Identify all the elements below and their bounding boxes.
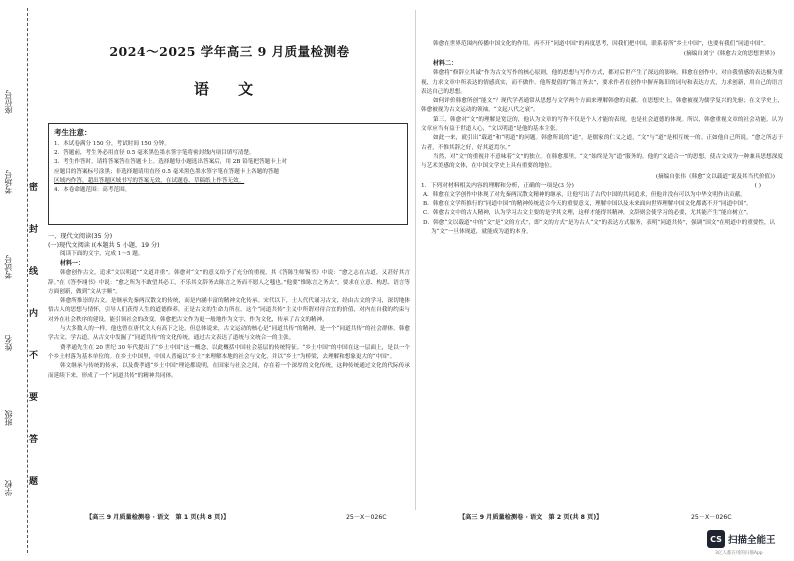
page-code: 25－X－026C	[346, 514, 387, 521]
source-citation: (摘编自刘宁《韩愈古文的思想世界》)	[683, 51, 775, 58]
binding-label-room: 考场号	[4, 170, 13, 194]
notice-box	[48, 123, 408, 225]
notice-item: 1．本试卷满分 150 分，考试时间 150 分钟。	[54, 141, 170, 147]
option-c: C．韩愈古文中的古人精神，认为学习古文主要的是学其文理，这样才能得其精神，文辞则会使学习的必要，尤其能产生“能自树立”。	[423, 210, 752, 217]
binding-label-name: 姓名	[4, 335, 13, 351]
seal-char: 密	[29, 183, 39, 193]
seal-char: 要	[29, 393, 39, 403]
page-footer: 【高三 9 月质量检测卷 · 语文 第 1 页(共 8 页)】	[86, 514, 230, 521]
seal-line	[27, 8, 28, 553]
notice-item: 3．考生作答时，请将答案答在答题卡上。选择题每小题选出答案后，用 2B 铅笔把答题卡上对	[54, 159, 287, 166]
paragraph: 费孝通先生在 20 世纪 30 年代提出了“乡土中国”这一概念，以此概括中国社会基层的传统特征。“乡土中国”的中国在这一层面上，是以一个个乡土村落为基本单位的。在乡土中国里，中国人普遍以“乡土”来理解本地的社会与文化，并以“乡土”为桥梁，去理解和想象更大的“中国”。	[48, 344, 410, 360]
seal-char: 题	[29, 477, 39, 487]
scanner-watermark	[707, 528, 791, 558]
subsection-head: (一)现代文阅读 I(本题共 5 小题，19 分)	[48, 242, 160, 249]
paragraph: 如何评价韩愈所创“能文”？现代学者通常从思想与文学两个方面来理解韩愈的贡献。在思想史上，韩愈被视为儒学复兴的先驱；在文学史上，韩愈被视为古文运动的领袖，“文起八代之衰”。	[421, 98, 783, 114]
seal-char: 线	[29, 267, 39, 277]
option-a: A．韩愈在文学创作中体现了对先秦两汉散文精神的继承，让他写出了古代中国的共同追求，但他并没有可以为中华文明作出贡献。	[423, 191, 746, 198]
paragraph: 韩文继承与传统的传承，以及费孝通“乡土中国”理论都说明，在国家与社会之间，存在着一个深厚的文化传统，这种传统通过文化的代际传承而延续下来，形成了一个“同道共传”的精神共同体。	[48, 363, 410, 379]
paragraph: 如此一来，就引出“载道”和“明道”的问题。韩愈所说的“道”，是儒家的仁义之道，“文”与“道”是相互统一的。正如他自己所说，“愈之所志于古者，不惟其辞之好，好其道焉尔。”	[421, 135, 783, 151]
exam-title: 2024～2025 学年高三 9 月质量检测卷	[109, 44, 350, 59]
paragraph: 韩愈创作古文，追求“文以明道”“文道并重”。韩愈对“文”的意义给予了充分的重视，其《答陈生师锡书》中说：“愈之志在古道，又甚好其言辞。”在《答李翊书》中说：“愈之所为不敢望其必工，不乐其文辞务去陈言之务而不愿人之嗤也。”他要“惟陈言之务去”，要求在立意、构思、语言等方面创新，做到“文从字顺”。	[48, 270, 410, 295]
seal-char: 封	[29, 225, 39, 235]
page-code: 25－X－026C	[691, 514, 732, 521]
page-2	[419, 0, 787, 561]
page-divider	[415, 10, 416, 510]
paragraph: 韩愈将“修辞立其诚”作为古文写作的核心原则，他的思想与写作方式，都对后世产生了深远的影响。韩愈在创作中，对自我情感的表达极为重视，力求文章中所表达的情感真实，而不做作。他所提倡的“陈言务去”，要求作者在创作中摒弃陈旧的词句和表达方式，力求创新，用自己的语言表达自己的思想。	[421, 70, 783, 95]
notice-item: 4．本卷命题范围：高考范围。	[54, 187, 131, 194]
option-b: B．韩愈在文学所推行的“同道中国”的精神传统适合今天的重要意义，理解中国以及未来面向世界理解中国文化都离不开“同道中国”。	[423, 201, 752, 208]
notice-item: 应题目的答案标号涂黑；非选择题请用直径 0.5 毫米黑色墨水签字笔在答题卡上各题的答题	[54, 168, 280, 175]
paragraph: 韩愈在世界范围内传播中国文化的作用，再不开“同道中国”的再度思考，因我们把中国，联系着所“乡土中国”，也要有我们“同道中国”。	[433, 41, 770, 47]
paragraph: 第三，韩愈对“文”的理解是宽泛的，他认为文章的写作不仅是个人才能的表现，也是社会道德的体现。所以，韩愈重视文章的社会功能，认为文章应当有益于世道人心，“文以明道”是他的基本主张。	[421, 116, 783, 133]
page-1	[46, 0, 413, 561]
scanner-tagline: 3亿人都在用的扫描App	[715, 551, 763, 556]
notice-item: 区域内作答，超出答题区域书写的答案无效，在试题卷、草稿纸上作答无效。	[54, 177, 245, 184]
notice-item: 2．答题前，考生务必用直径 0.5 毫米黑色墨水签字笔将密封线内项目填写清楚。	[54, 150, 255, 157]
seal-char: 答	[29, 435, 39, 445]
binding-label-school: 学校	[4, 480, 13, 496]
binding-label-seat: 座位号	[4, 90, 13, 114]
binding-strip	[0, 0, 42, 561]
scanner-app-name: 扫描全能王	[728, 535, 776, 546]
paragraph: 韩愈所推崇的古文，是继承先秦两汉散文的传统，而是内涵丰富的精神文化传承。宋代以下，士人代代诵习古文，经由古文的学习，深切地体悟古人的思想与情怀，引导人们获得人生的道德修养，正是古文的生命力所在。这个“同道共传”主义中所谓对待合宜的价值，对内在自我的约束与对外在社会秩序的建设，能引领社会的改变。韩愈把古文作为更一般地作为文字、作为文化，传承了古文的精神。	[48, 298, 410, 323]
right-content	[421, 40, 783, 237]
binding-label-examno: 考试号	[4, 255, 13, 279]
notice-title: 考生注意：	[54, 128, 92, 137]
instruction: 阅读下面的文字，完成 1～5 题。	[60, 251, 144, 257]
source-citation: (摘编自张伟《韩愈“文以载道”说及其当代价值》)	[655, 173, 775, 180]
section-reading	[48, 232, 410, 381]
seal-char: 不	[29, 351, 39, 361]
page-footer: 【高三 9 月质量检测卷 · 语文 第 2 页(共 8 页)】	[459, 514, 603, 521]
question-1	[421, 182, 783, 191]
paragraph: 与大多数人的一样，他也曾在唐代文人有高下之论，但总体说来，古文运动的核心是“同道共传”的精神，是一个“同道共传”的社会群体。韩愈学古文、学古道，从古文中发掘了“同道共传”的文化传统，通过古文表达了道统与文统合一的主张。	[48, 326, 410, 342]
question-text: 1．下列对材料相关内容的理解和分析，正确的一项是(3 分)	[421, 182, 574, 189]
answer-blank: ( )	[754, 182, 761, 189]
binding-label-class: 班级	[4, 410, 13, 426]
material-label: 材料一：	[60, 260, 85, 268]
section-head: 一、现代文阅读(35 分)	[48, 233, 113, 240]
subject-title: 语 文	[193, 80, 266, 98]
material-label: 材料二：	[433, 60, 458, 68]
paragraph: 当然，对“文”的重视并不意味着“文”的独立。在韩愈那里，“文”始终是为“道”服务的。他的“文道合一”的思想，使古文成为一种兼具思想深度与艺术美感的文体，在中国文学史上具有重要的地位。	[421, 153, 783, 170]
option-d: D．韩愈“文以载道”中的“文”是“文的方式”，即“文的方式”是为古人“文”的表达方式服务，表明“同道共传”，强调“国文”在明道中的重要性，认为“文”一旦体现道，就能成为道的本身。	[423, 219, 776, 236]
seal-char: 内	[29, 309, 39, 319]
camscanner-logo-icon: CS	[707, 530, 725, 548]
